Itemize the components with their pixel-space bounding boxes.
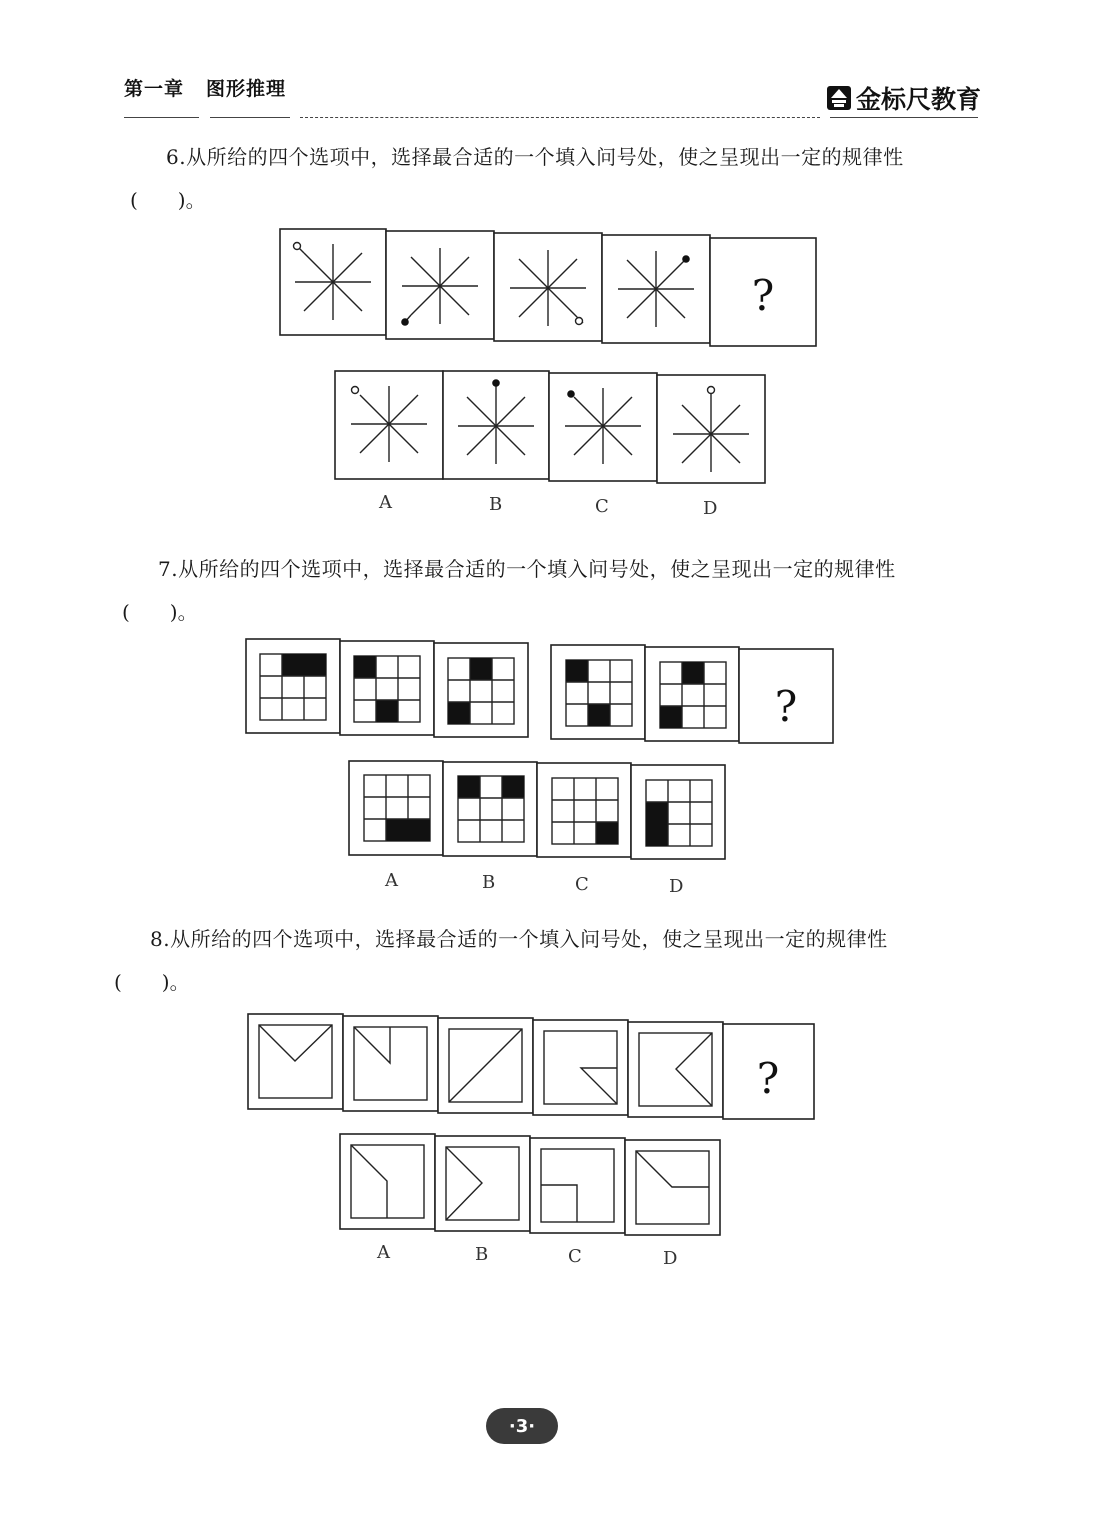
chapter-title bbox=[124, 74, 286, 101]
header-rule bbox=[124, 117, 199, 118]
answer-blank: ( )。 bbox=[114, 970, 190, 994]
option-label-c: C bbox=[595, 496, 609, 517]
section-label: 图形推理 bbox=[206, 78, 287, 100]
option-d-figure[interactable] bbox=[631, 765, 725, 859]
answer-blank: ( )。 bbox=[130, 188, 206, 212]
seq-panel-4 bbox=[551, 645, 645, 739]
option-label-b: B bbox=[482, 872, 496, 893]
seq-panel-3 bbox=[494, 233, 602, 341]
question-7-options bbox=[345, 757, 730, 867]
brand-name: 金标尺教育 bbox=[855, 85, 981, 114]
seq-panel-2 bbox=[343, 1016, 438, 1111]
option-label-a: A bbox=[377, 1242, 390, 1263]
option-label-d: D bbox=[703, 498, 718, 519]
chapter-label: 第一章 bbox=[124, 78, 185, 100]
seq-panel-1 bbox=[280, 229, 386, 335]
question-8-text bbox=[150, 924, 888, 954]
seq-panel-2 bbox=[386, 231, 494, 339]
seq-panel-3 bbox=[438, 1018, 533, 1113]
seq-panel-5 bbox=[645, 647, 739, 741]
option-c-figure[interactable] bbox=[530, 1138, 625, 1233]
option-c-figure[interactable] bbox=[537, 763, 631, 857]
option-label-c: C bbox=[568, 1246, 582, 1267]
option-d-figure[interactable] bbox=[657, 375, 765, 483]
seq-panel-1 bbox=[246, 639, 340, 733]
option-c-figure[interactable] bbox=[549, 373, 657, 481]
option-label-a: A bbox=[385, 870, 398, 891]
option-label-c: C bbox=[575, 874, 589, 895]
question-number: 7. bbox=[158, 557, 179, 581]
seq-panel-question bbox=[739, 649, 833, 743]
option-a-figure[interactable] bbox=[335, 371, 443, 479]
seq-panel-4 bbox=[533, 1020, 628, 1115]
question-7-text bbox=[158, 554, 896, 584]
question-8-options bbox=[336, 1130, 724, 1240]
brand-logo bbox=[826, 80, 981, 116]
page-number: ·3· bbox=[486, 1408, 558, 1444]
question-body: 从所给的四个选项中，选择最合适的一个填入问号处，使之呈现出一定的规律性 bbox=[170, 927, 888, 951]
seq-panel-question bbox=[710, 238, 816, 346]
option-label-d: D bbox=[669, 876, 684, 897]
answer-blank: ( )。 bbox=[122, 600, 198, 624]
question-mark: ? bbox=[751, 271, 775, 320]
option-b-figure[interactable] bbox=[443, 762, 537, 856]
option-label-b: B bbox=[489, 494, 503, 515]
header-rule bbox=[830, 117, 978, 118]
seq-panel-2 bbox=[340, 641, 434, 735]
question-mark: ? bbox=[756, 1054, 780, 1103]
question-number: 6. bbox=[166, 145, 187, 169]
header-rule bbox=[300, 117, 820, 118]
question-7-sequence bbox=[242, 637, 837, 749]
option-a-figure[interactable] bbox=[349, 761, 443, 855]
seq-panel-4 bbox=[602, 235, 710, 343]
question-body: 从所给的四个选项中，选择最合适的一个填入问号处，使之呈现出一定的规律性 bbox=[178, 557, 896, 581]
option-label-a: A bbox=[379, 492, 392, 513]
option-label-d: D bbox=[663, 1248, 678, 1269]
seq-panel-question bbox=[723, 1024, 814, 1119]
seq-panel-3 bbox=[434, 643, 528, 737]
seq-panel-5 bbox=[628, 1022, 723, 1117]
question-6-sequence bbox=[275, 226, 820, 352]
option-d-figure[interactable] bbox=[625, 1140, 720, 1235]
question-mark: ? bbox=[774, 682, 798, 731]
question-number: 8. bbox=[150, 927, 171, 951]
option-b-figure[interactable] bbox=[435, 1136, 530, 1231]
seq-panel-1 bbox=[248, 1014, 343, 1109]
question-6-text bbox=[166, 142, 904, 172]
header-rule bbox=[210, 117, 290, 118]
option-label-b: B bbox=[475, 1244, 489, 1265]
brand-icon bbox=[826, 85, 852, 111]
question-6-options bbox=[330, 366, 770, 488]
option-a-figure[interactable] bbox=[340, 1134, 435, 1229]
option-b-figure[interactable] bbox=[443, 371, 549, 479]
question-body: 从所给的四个选项中，选择最合适的一个填入问号处，使之呈现出一定的规律性 bbox=[186, 145, 904, 169]
question-8-sequence bbox=[244, 1011, 818, 1125]
